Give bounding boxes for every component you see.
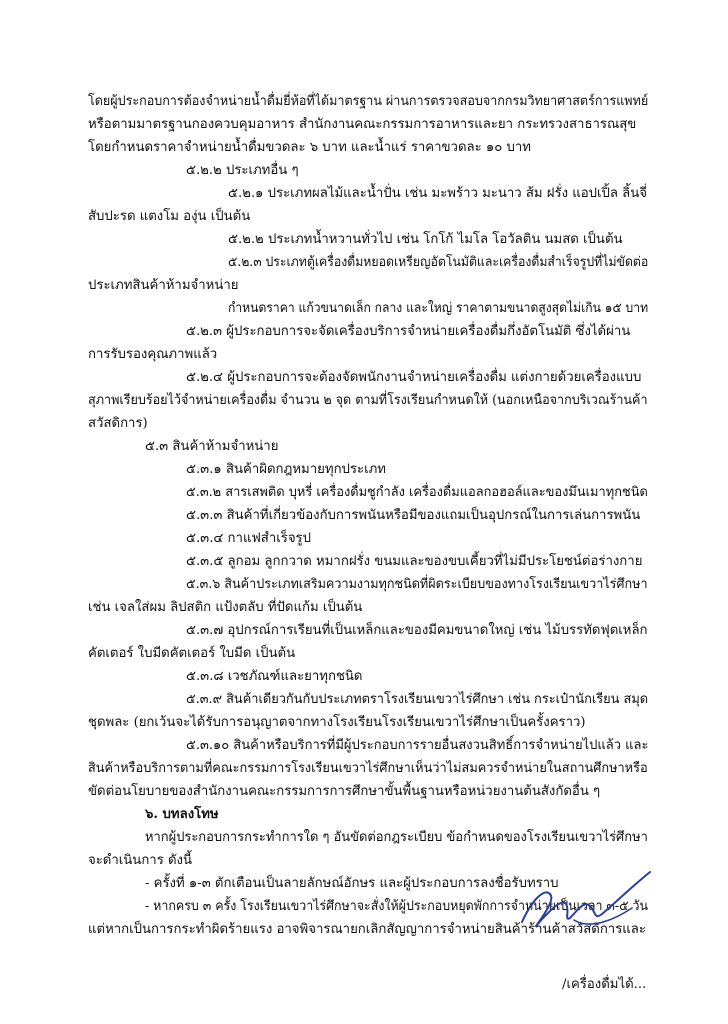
list-item: ๕.๓.๘ เวชภัณฑ์และยาทุกชนิด [186,669,363,684]
paragraph-line: ขัดต่อนโยบายของสำนักงานคณะกรรมการการศึกษาขั้นพื้นฐานหรือหน่วยงานต้นสังกัดอื่น ๆ [88,784,601,799]
list-item: ๕.๒.๓ ผู้ประกอบการจะจัดเครื่องบริการจำหน่ายเครื่องดื่มกึ่งอัตโนมัติ ซึ่งได้ผ่าน [186,324,631,339]
section-heading: ๕.๒.๒ ประเภทอื่น ๆ [186,163,299,178]
section-heading: ๖. บทลงโทษ [145,807,219,822]
list-item: ๕.๓.๕ ลูกอม ลูกกวาด หมากฝรั่ง ขนมและของขบเคี้ยวที่ไม่มีประโยชน์ต่อร่างกาย [186,554,643,569]
paragraph-line: หากผู้ประกอบการกระทำการใด ๆ อันขัดต่อกฎระเบียบ ข้อกำหนดของโรงเรียนเขวาไร่ศึกษา [145,830,648,845]
paragraph-line: โดยกำหนดราคาจำหน่ายน้ำดื่มขวดละ ๖ บาท และน้ำแร่ ราคาขวดละ ๑๐ บาท [88,140,531,155]
list-item: ๕.๒.๓ ประเภทตู้เครื่องดื่มหยอดเหรียญอัตโนมัติและเครื่องดื่มสำเร็จรูปที่ไม่ขัดต่อ [228,255,649,270]
paragraph-line: สวัสดิการ) [88,416,148,431]
section-heading: ๕.๓ สินค้าห้ามจำหน่าย [145,439,279,454]
list-item: ๕.๓.๙ สินค้าเดียวกันกับประเภทตราโรงเรียนเขวาไร่ศึกษา เช่น กระเป๋านักเรียน สมุด [186,692,649,707]
list-item: - ครั้งที่ ๑-๓ ตักเตือนเป็นลายลักษณ์อักษร และผู้ประกอบการลงชื่อรับทราบ [145,876,559,891]
list-item: ๕.๓.๑ สินค้าผิดกฎหมายทุกประเภท [186,462,386,477]
paragraph-line: สินค้าหรือบริการตามที่คณะกรรมการโรงเรียนเขวาไร่ศึกษาเห็นว่าไม่สมควรจำหน่ายในสถานศึกษาหรือ [88,761,648,776]
paragraph-line: แต่หากเป็นการกระทำผิดร้ายแรง อาจพิจารณายกเลิกสัญญาการจำหน่ายสินค้าร้านค้าสวัสดิการและ [88,922,646,937]
paragraph-line: สุภาพเรียบร้อยไว้จำหน่ายเครื่องดื่ม จำนวน ๒ จุด ตามที่โรงเรียนกำหนดให้ (นอกเหนือจากบริเวณร้านค้า [88,393,648,408]
paragraph-line: ชุดพละ (ยกเว้นจะได้รับการอนุญาตจากทางโรงเรียนโรงเรียนเขวาไร่ศึกษาเป็นครั้งคราว) [88,715,586,730]
paragraph-line: โดยผู้ประกอบการต้องจำหน่ายน้ำดื่มยี่ห้อที่ได้มาตรฐาน ผ่านการตรวจสอบจากกรมวิทยาศาสตร์การแพทย์ [88,94,649,109]
list-item: - หากครบ ๓ ครั้ง โรงเรียนเขวาไร่ศึกษาจะสั่งให้ผู้ประกอบหยุดพักการจำหน่ายเป็นเวลา ๓-๕ วัน [145,899,649,914]
list-item: ๕.๒.๑ ประเภทผลไม้และน้ำปั่น เช่น มะพร้าว มะนาว ส้ม ฝรั่ง แอปเปิ้ล ลิ้นจี่ [228,186,647,201]
list-item: ๕.๓.๗ อุปกรณ์การเรียนที่เป็นเหล็กและของมีคมขนาดใหญ่ เช่น ไม้บรรทัดฟุตเหล็ก [186,623,648,638]
list-item: ๕.๓.๑๐ สินค้าหรือบริการที่มีผู้ประกอบการรายอื่นสงวนสิทธิ์การจำหน่ายไปแล้ว และ [186,738,649,753]
paragraph-line: เช่น เจลใส่ผม ลิปสติก แป้งตลับ ที่ปัดแก้ม เป็นต้น [88,600,363,615]
list-item: ๕.๒.๒ ประเภทน้ำหวานทั่วไป เช่น โกโก้ ไมโล โอวัลติน นมสด เป็นต้น [228,232,623,247]
signature-icon [510,860,660,940]
paragraph-line: คัตเตอร์ ใบมีดคัตเตอร์ ใบมีด เป็นต้น [88,646,296,661]
list-item: ๕.๓.๓ สินค้าที่เกี่ยวข้องกับการพนันหรือมีของแถมเป็นอุปกรณ์ในการเล่นการพนัน [186,508,641,523]
paragraph-line: สับปะรด แตงโม องุ่น เป็นต้น [88,209,251,224]
paragraph-line: หรือตามมาตรฐานกองควบคุมอาหาร สำนักงานคณะกรรมการอาหารและยา กระทรวงสาธารณสุข [88,117,637,132]
list-item: ๕.๒.๔ ผู้ประกอบการจะต้องจัดพนักงานจำหน่ายเครื่องดื่ม แต่งกายด้วยเครื่องแบบ [186,370,642,385]
list-item: ๕.๓.๔ กาแฟสำเร็จรูป [186,531,312,546]
list-item: ๕.๓.๒ สารเสพติด บุหรี่ เครื่องดื่มชูกำลัง เครื่องดื่มแอลกอฮอล์และของมึนเมาทุกชนิด [186,485,648,500]
paragraph-line: กำหนดราคา แก้วขนาดเล็ก กลาง และใหญ่ ราคาตามขนาดสูงสุดไม่เกิน ๑๕ บาท [228,301,649,316]
paragraph-line: จะดำเนินการ ดังนี้ [88,853,192,868]
continuation-note: /เครื่องดื่มได้... [562,977,647,992]
paragraph-line: ประเภทสินค้าห้ามจำหน่าย [88,278,239,293]
paragraph-line: การรับรองคุณภาพแล้ว [88,347,218,362]
list-item: ๕.๓.๖ สินค้าประเภทเสริมความงามทุกชนิดที่ผิดระเบียบของทางโรงเรียนเขวาไร่ศึกษา [186,577,648,592]
